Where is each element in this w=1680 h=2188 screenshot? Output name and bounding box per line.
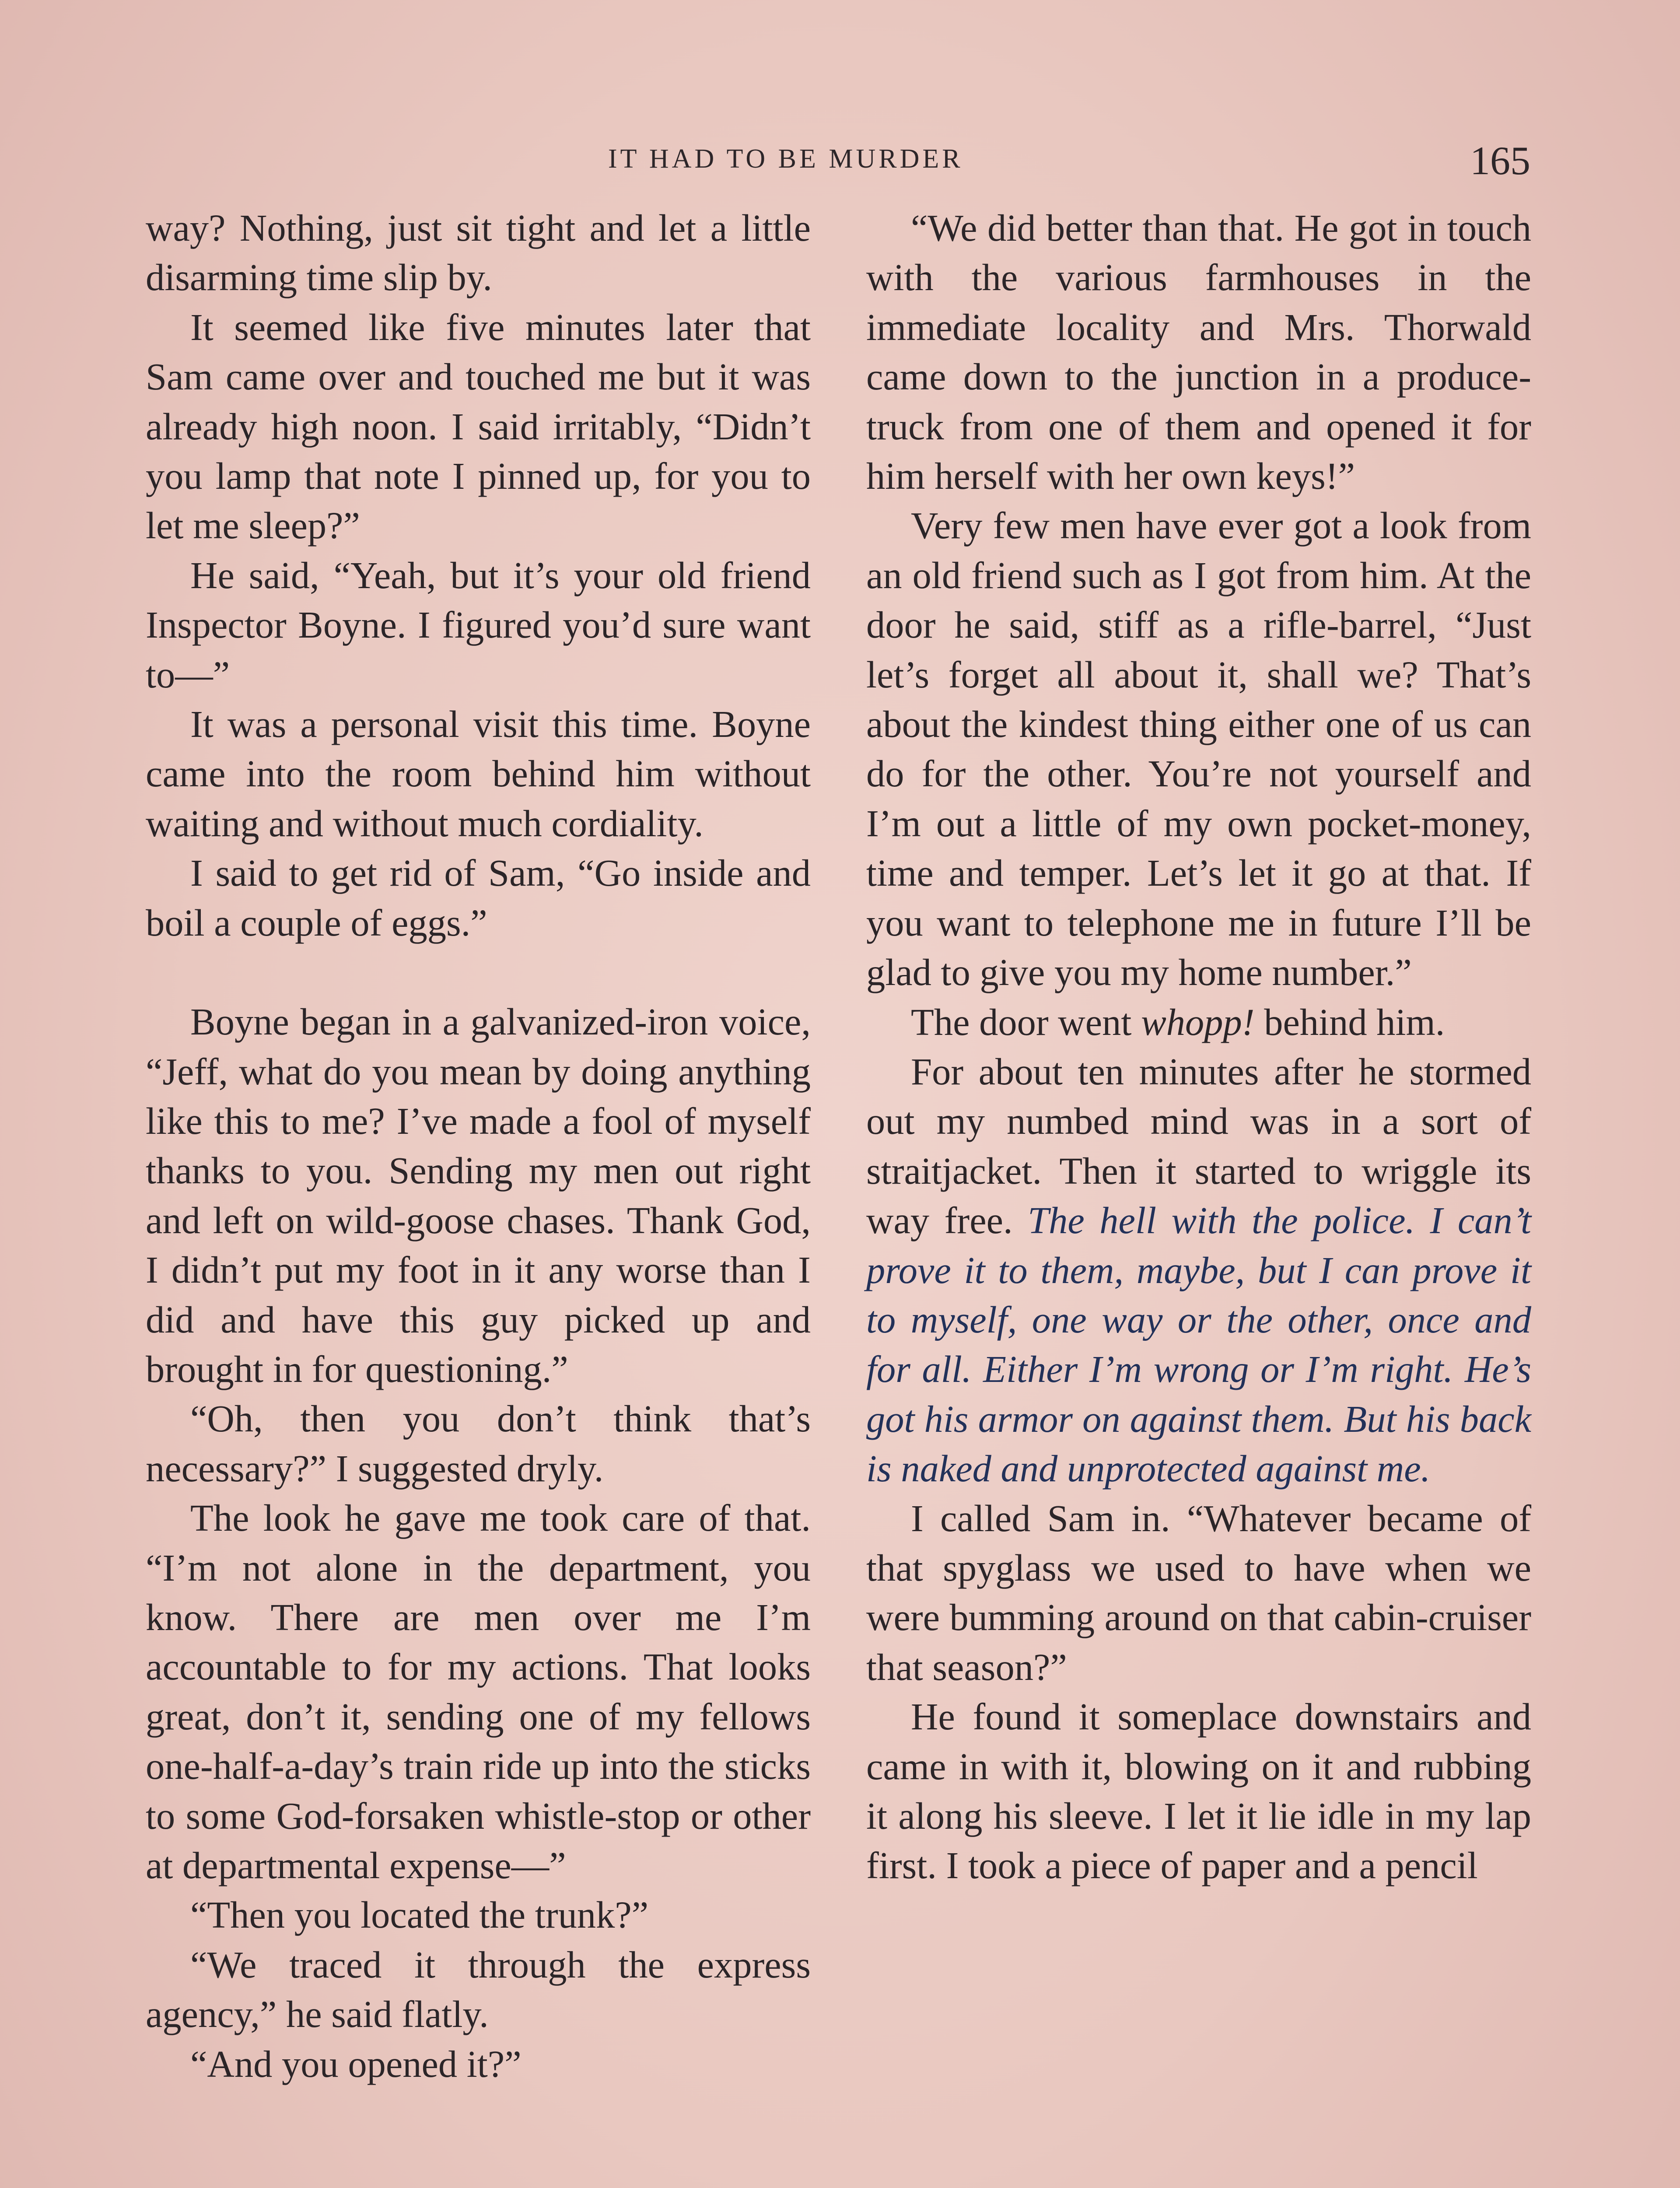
italic-text-run: whopp! bbox=[1141, 1001, 1255, 1043]
right-column bbox=[866, 203, 1531, 1891]
paragraph: “And you opened it?” bbox=[190, 2043, 522, 2085]
paragraph: It was a personal visit this time. Boyne came into the room behind him without waiting and without much cordiality. bbox=[146, 703, 811, 845]
paragraph: I called Sam in. “Whatever became of that spyglass we used to have when we were bumming around on that cabin-cruiser that season?” bbox=[866, 1497, 1531, 1688]
paragraph: “Then you located the trunk?” bbox=[190, 1894, 649, 1936]
text-run: behind him. bbox=[1254, 1001, 1445, 1043]
paragraph: Very few men have ever got a look from an old friend such as I got from him. At the door he said, stiff as a rifle-barrel, “Just let’s forget all about it, shall we? That’s about the kindest thing either one of us can do for the other. You’re not yourself and I’m out a little of my own pocket-money, time and temper. Let’s let it go at that. If you want to telephone me in future I’ll be glad to give you my home number.” bbox=[866, 505, 1531, 994]
paragraph: I said to get rid of Sam, “Go inside and boil a couple of eggs.” bbox=[146, 852, 811, 944]
left-column bbox=[146, 203, 811, 2089]
paragraph: He said, “Yeah, but it’s your old friend Inspector Boyne. I figured you’d sure want to—” bbox=[146, 554, 811, 696]
paragraph: He found it someplace downstairs and came in with it, blowing on it and rubbing it along his sleeve. I let it lie idle in my lap first. I took a piece of paper and a pencil bbox=[866, 1696, 1531, 1887]
paragraph: “We did better than that. He got in touch with the various farmhouses in the immediate locality and Mrs. Thorwald came down to the junction in a produce-truck from one of them and opened it for him herself with her own keys!” bbox=[866, 207, 1531, 498]
paragraph: “Oh, then you don’t think that’s necessary?” I suggested dryly. bbox=[146, 1398, 811, 1490]
italic-text-run: The hell with the police. I can’t prove it to them, maybe, but I can prove it to myself, one way or the other, once and for all. Either I’m wrong or I’m right. He’s got his armor on against them. But his back is naked and unprotected against me. bbox=[866, 1199, 1531, 1490]
page-header bbox=[0, 139, 1680, 192]
page-number: 165 bbox=[1470, 138, 1530, 183]
paragraph: Boyne began in a galvanized-iron voice, “Jeff, what do you mean by doing anything like this to me? I’ve made a fool of myself thanks to you. Sending my men out right and left on wild-goose chases. Thank God, I didn’t put my foot in it any worse than I did and have this guy picked up and brought in for questioning.” bbox=[146, 1001, 811, 1390]
text-run: The door went bbox=[911, 1001, 1141, 1043]
text-run: For about ten minutes after he stormed out my numbed mind was in a sort of straitjacket. Then it started to wriggle its way free. bbox=[866, 1050, 1531, 1242]
paragraph: The look he gave me took care of that. “I’m not alone in the department, you know. There are men over me I’m accountable to for my actions. That looks great, don’t it, sending one of my fellows one-half-a-day’s train ride up into the sticks to some God-forsaken whistle-stop or other at departmental expense—” bbox=[146, 1497, 811, 1886]
paragraph: way? Nothing, just sit tight and let a little disarming time slip by. bbox=[146, 207, 811, 299]
running-title: IT HAD TO BE MURDER bbox=[608, 144, 963, 174]
paragraph: It seemed like five minutes later that Sam came over and touched me but it was already high noon. I said irritably, “Didn’t you lamp that note I pinned up, for you to let me sleep?” bbox=[146, 306, 811, 547]
paragraph bbox=[866, 998, 1531, 1047]
paragraph: “We traced it through the express agency,” he said flatly. bbox=[146, 1943, 811, 2036]
paragraph bbox=[866, 1047, 1531, 1494]
